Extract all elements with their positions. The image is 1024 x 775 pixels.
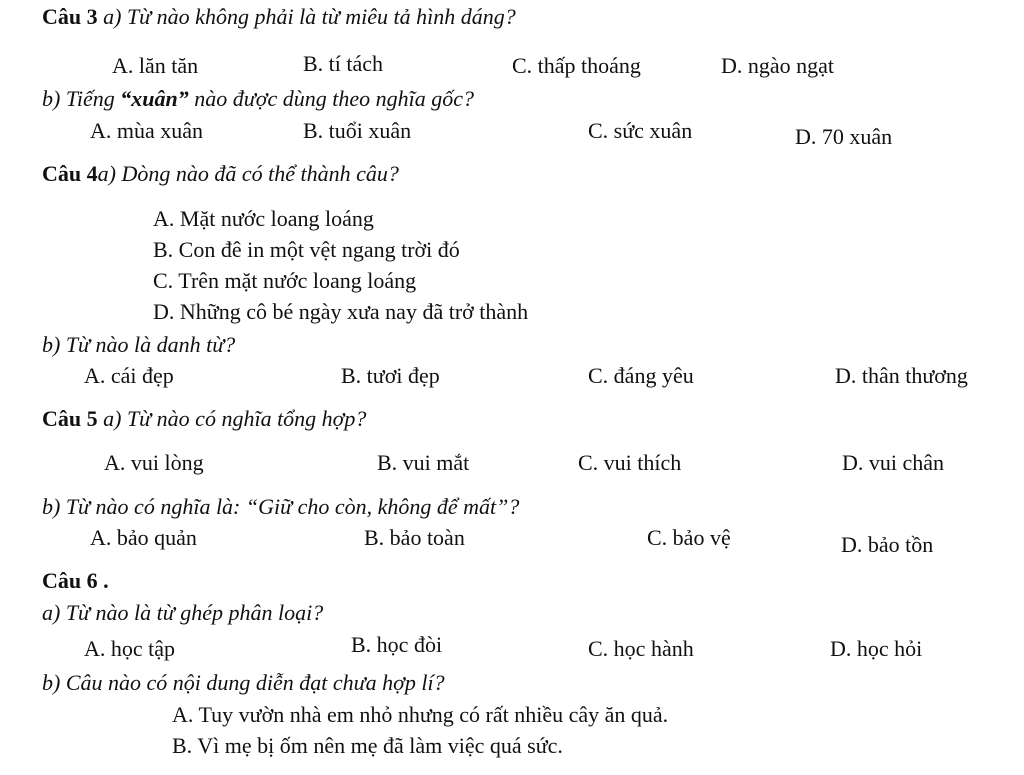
q3-a-option-c[interactable]: C. thấp thoáng: [512, 53, 641, 78]
q3-b-option-b[interactable]: B. tuổi xuân: [303, 118, 412, 143]
q3-a-option-b[interactable]: B. tí tách: [303, 51, 384, 76]
question-4-a: [42, 163, 399, 185]
q6-b-option-a[interactable]: A. Tuy vườn nhà em nhỏ nhưng có rất nhiều cây ăn quả.: [172, 702, 669, 727]
q5-a-option-a[interactable]: A. vui lòng: [104, 450, 204, 475]
q3-a-option-a[interactable]: A. lăn tăn: [112, 53, 199, 78]
q5-b-option-c[interactable]: C. bảo vệ: [647, 525, 731, 550]
question-4-b: b) Từ nào là danh từ?: [42, 332, 236, 357]
q3-b-option-c[interactable]: C. sức xuân: [588, 118, 693, 143]
q4-a-option-b[interactable]: B. Con đê in một vệt ngang trời đó: [153, 237, 460, 262]
q6-a-option-a[interactable]: A. học tập: [84, 636, 176, 661]
question-3-a: [42, 6, 516, 28]
question-5-a: [42, 408, 366, 430]
q5-b-option-a[interactable]: A. bảo quản: [90, 525, 197, 550]
q6-b-option-b[interactable]: B. Vì mẹ bị ốm nên mẹ đã làm việc quá sức.: [172, 733, 563, 758]
q6-a-option-b[interactable]: B. học đòi: [351, 632, 443, 657]
q5-a-option-b[interactable]: B. vui mắt: [377, 450, 470, 475]
question-3-b: [42, 88, 474, 110]
question-6-a: a) Từ nào là từ ghép phân loại?: [42, 600, 324, 625]
question-5-b: b) Từ nào có nghĩa là: “Giữ cho còn, không để mất”?: [42, 494, 520, 519]
q5-a-option-d[interactable]: D. vui chân: [842, 450, 945, 475]
question-3-label: Câu 3: [42, 4, 98, 29]
question-4-label: Câu 4: [42, 161, 98, 186]
q3-b-keyword: “xuân”: [120, 86, 189, 111]
q6-a-option-d[interactable]: D. học hỏi: [830, 636, 923, 661]
q4-a-option-c[interactable]: C. Trên mặt nước loang loáng: [153, 268, 417, 293]
question-5-a-text: a) Từ nào có nghĩa tổng hợp?: [103, 406, 367, 431]
question-6-label: Câu 6 .: [42, 568, 109, 593]
q3-b-option-d[interactable]: D. 70 xuân: [795, 124, 893, 149]
q3-b-text-pre: b) Tiếng: [42, 86, 121, 111]
q4-a-option-d[interactable]: D. Những cô bé ngày xưa nay đã trở thành: [153, 299, 529, 324]
q5-a-option-c[interactable]: C. vui thích: [578, 450, 682, 475]
question-3-a-text: a) Từ nào không phải là từ miêu tả hình dáng?: [103, 4, 516, 29]
q4-a-option-a[interactable]: A. Mặt nước loang loáng: [153, 206, 374, 231]
q4-b-option-c[interactable]: C. đáng yêu: [588, 363, 694, 388]
q4-b-option-b[interactable]: B. tươi đẹp: [341, 363, 440, 388]
q3-b-option-a[interactable]: A. mùa xuân: [90, 118, 204, 143]
q5-b-option-b[interactable]: B. bảo toàn: [364, 525, 465, 550]
q4-b-option-d[interactable]: D. thân thương: [835, 363, 968, 388]
question-6-b: b) Câu nào có nội dung diễn đạt chưa hợp lí?: [42, 670, 445, 695]
question-4-a-text: a) Dòng nào đã có thể thành câu?: [97, 161, 399, 186]
q3-a-option-d[interactable]: D. ngào ngạt: [721, 53, 835, 78]
q4-b-option-a[interactable]: A. cái đẹp: [84, 363, 174, 388]
q5-b-option-d[interactable]: D. bảo tồn: [841, 532, 934, 557]
q3-b-text-post: nào được dùng theo nghĩa gốc?: [188, 86, 474, 111]
question-5-label: Câu 5: [42, 406, 98, 431]
q6-a-option-c[interactable]: C. học hành: [588, 636, 694, 661]
